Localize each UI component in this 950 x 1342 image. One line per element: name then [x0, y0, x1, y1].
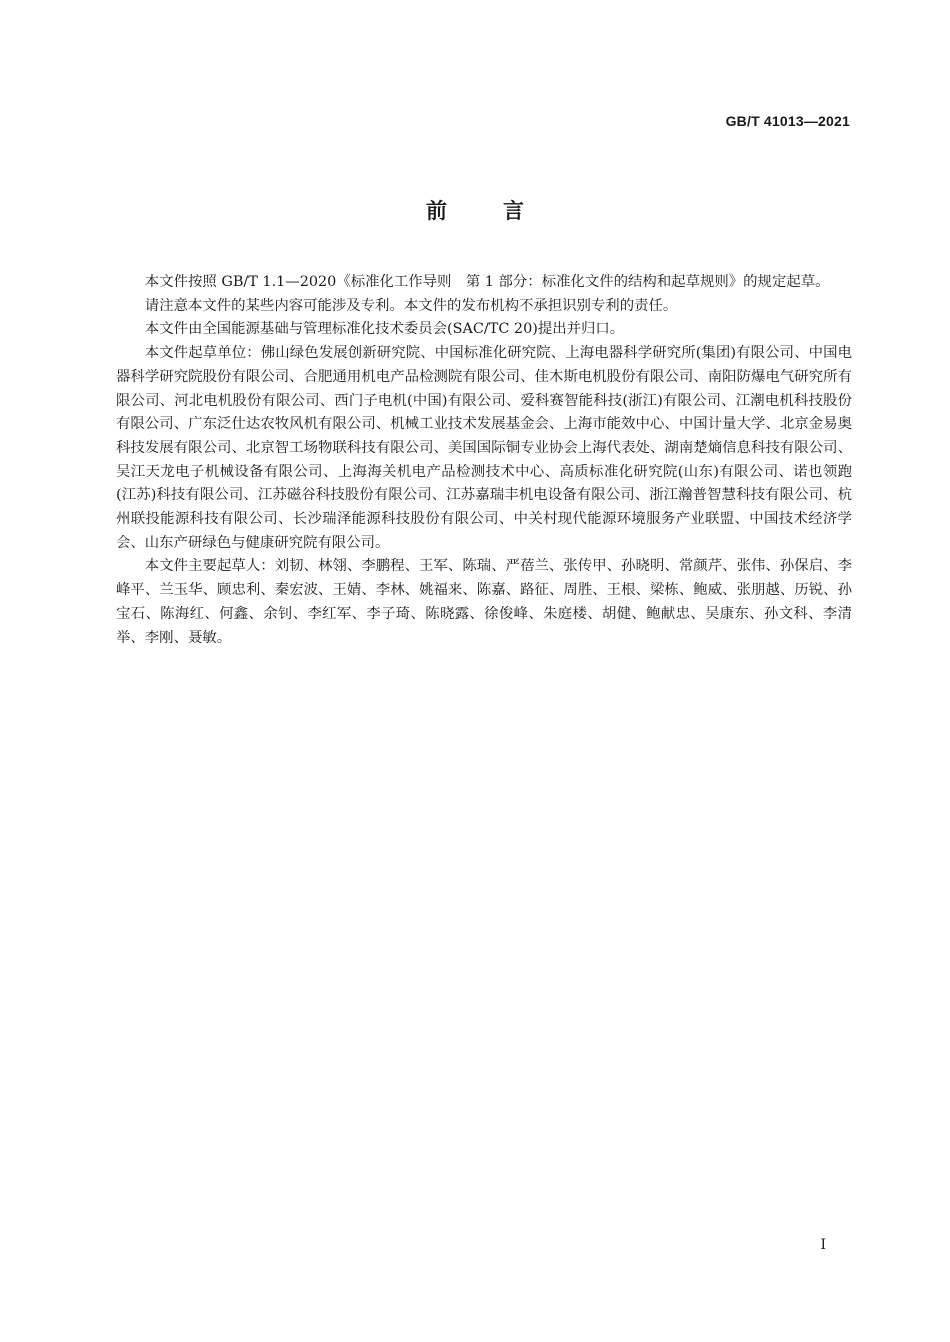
standard-number: GB/T 41013—2021: [725, 113, 850, 129]
paragraph-drafting-rules: 本文件按照 GB/T 1.1—2020《标准化工作导则 第 1 部分：标准化文件的结构和起草规则》的规定起草。: [144, 274, 830, 290]
paragraph-drafters: 本文件主要起草人：刘韧、林翎、李鹏程、王军、陈瑞、严蓓兰、张传甲、孙晓明、常颜芹、张伟、孙保启、李峰平、兰玉华、顾忠利、秦宏波、王婧、李林、姚福来、陈嘉、路征、周胜、王根、梁栋、鲍威、张朋越、历锐、孙宝石、陈海红、何鑫、余钊、李红军、李子琦、陈晓露、徐俊峰、朱庭楼、胡健、鲍献忠、吴康东、孙文科、李清举、李刚、聂敏。: [116, 558, 852, 646]
page-number: I: [820, 1237, 826, 1253]
paragraph-patent-notice: 请注意本文件的某些内容可能涉及专利。本文件的发布机构不承担识别专利的责任。: [144, 297, 678, 314]
paragraph-proposer: 本文件由全国能源基础与管理标准化技术委员会(SAC/TC 20)提出并归口。: [144, 321, 625, 338]
page-title: 前言: [426, 199, 580, 223]
paragraph-drafting-units: 本文件起草单位：佛山绿色发展创新研究院、中国标准化研究院、上海电器科学研究所(集团)有限公司、中国电器科学研究院股份有限公司、合肥通用机电产品检测院有限公司、佳木斯电机股份有限公司、南阳防爆电气研究所有限公司、河北电机股份有限公司、西门子电机(中国)有限公司、爱科赛智能科技(浙江)有限公司、江潮电机科技股份有限公司、广东泛仕达农牧风机有限公司、机械工业技术发展基金会、上海市能效中心、中国计量大学、北京金易奥科技发展有限公司、北京智工场物联科技有限公司、美国国际铜专业协会上海代表处、湖南楚熵信息科技有限公司、吴江天龙电子机械设备有限公司、上海海关机电产品检测技术中心、高质标准化研究院(山东)有限公司、诺也领跑(江苏)科技有限公司、江苏磁谷科技股份有限公司、江苏嘉瑞丰机电设备有限公司、浙江瀚普智慧科技有限公司、杭州联投能源科技有限公司、长沙瑞泽能源科技股份有限公司、中关村现代能源环境服务产业联盟、中国技术经济学会、山东产研绿色与健康研究院有限公司。: [116, 345, 852, 551]
foreword-body: [116, 271, 852, 650]
